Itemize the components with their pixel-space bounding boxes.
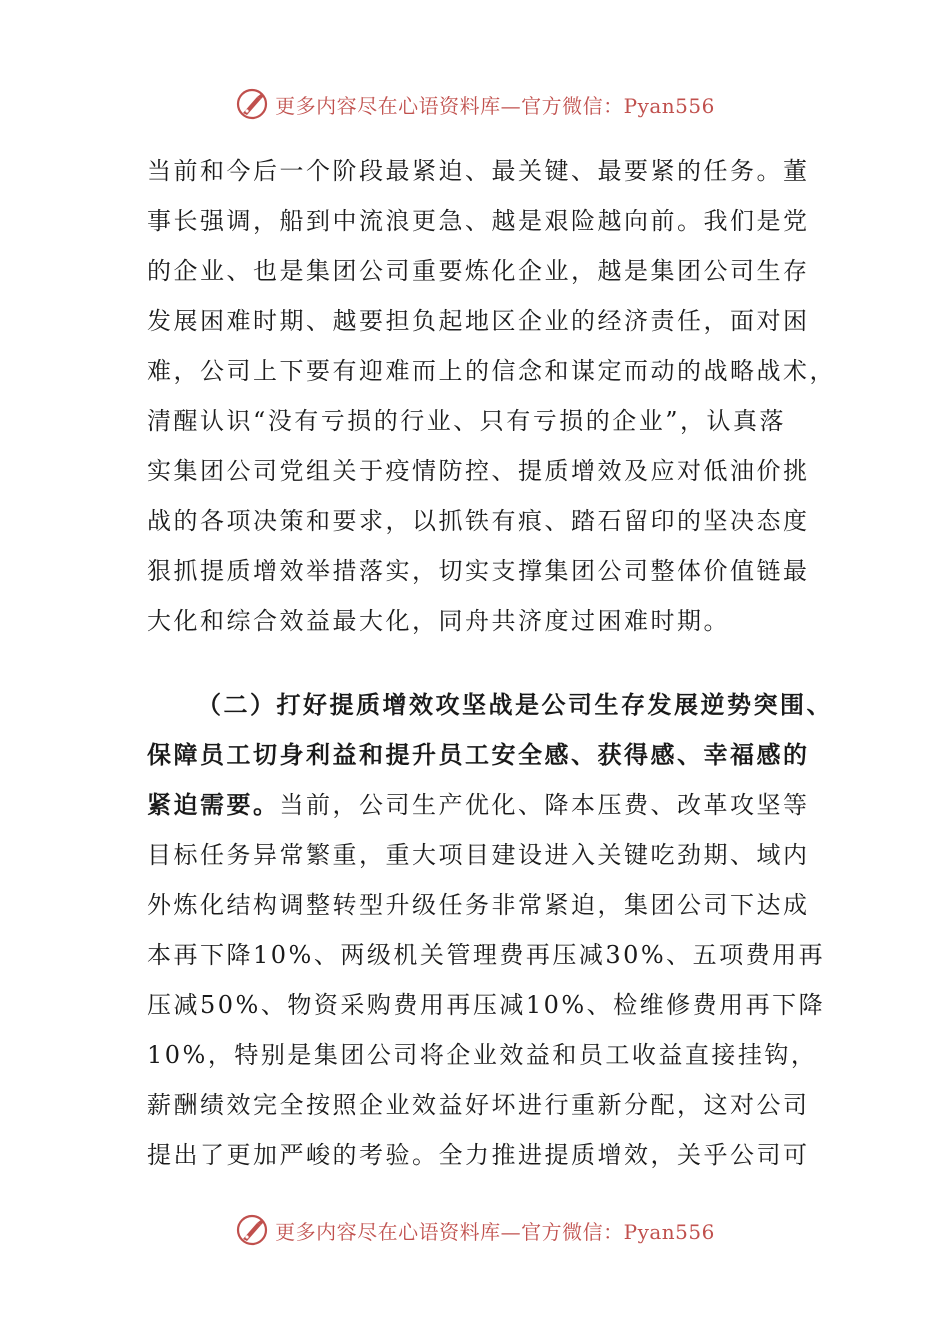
paragraph-2-line-rest: 当前，公司生产优化、降本压费、改革攻坚等	[279, 791, 810, 819]
paragraph-2-line	[147, 780, 810, 830]
paragraph-1-line: 大化和综合效益最大化，同舟共济度过困难时期。	[147, 607, 730, 635]
section-heading-line: （二）打好提质增效攻坚战是公司生存发展逆势突围、	[197, 690, 833, 719]
paragraph-2-line: 薪酬绩效完全按照企业效益好坏进行重新分配，这对公司	[147, 1091, 810, 1119]
paragraph-2-line: 本再下降10%、两级机关管理费再压减30%、五项费用再	[147, 941, 826, 969]
paragraph-1-line: 当前和今后一个阶段最紧迫、最关键、最要紧的任务。董	[147, 157, 810, 185]
paragraph-1-line: 的企业、也是集团公司重要炼化企业，越是集团公司生存	[147, 257, 810, 285]
paragraph-2-line: 目标任务异常繁重，重大项目建设进入关键吃劲期、域内	[147, 841, 810, 869]
pen-nib-logo-icon	[235, 87, 269, 121]
header-banner-text: 更多内容尽在心语资料库—官方微信：Pyan556	[275, 93, 715, 118]
paragraph-2-line: 提出了更加严峻的考验。全力推进提质增效，关乎公司可	[147, 1141, 810, 1169]
paragraph-1-line: 实集团公司党组关于疫情防控、提质增效及应对低油价挑	[147, 457, 810, 485]
paragraph-2-line: 10%，特别是集团公司将企业效益和员工收益直接挂钩，	[147, 1041, 818, 1069]
paragraph-1-line: 战的各项决策和要求，以抓铁有痕、踏石留印的坚决态度	[147, 507, 810, 535]
paragraph-1	[147, 146, 836, 646]
paragraph-1-line: 狠抓提质增效举措落实，切实支撑集团公司整体价值链最	[147, 557, 810, 585]
footer-banner-text: 更多内容尽在心语资料库—官方微信：Pyan556	[275, 1219, 715, 1244]
paragraph-1-line: 清醒认识“没有亏损的行业、只有亏损的企业”，认真落	[147, 407, 787, 435]
paragraph-1-line: 事长强调，船到中流浪更急、越是艰险越向前。我们是党	[147, 207, 810, 235]
header-banner	[0, 82, 950, 126]
section-heading-line: 保障员工切身利益和提升员工安全感、获得感、幸福感的	[147, 740, 810, 769]
paragraph-2-line: 压减50%、物资采购费用再压减10%、检维修费用再下降	[147, 991, 826, 1019]
section-heading-tail: 紧迫需要。	[147, 790, 280, 819]
pen-nib-logo-icon	[235, 1213, 269, 1247]
paragraph-1-line: 难，公司上下要有迎难而上的信念和谋定而动的战略战术，	[147, 357, 836, 385]
footer-banner	[0, 1208, 950, 1252]
paragraph-1-line: 发展困难时期、越要担负起地区企业的经济责任，面对困	[147, 307, 810, 335]
paragraph-2-line: 外炼化结构调整转型升级任务非常紧迫，集团公司下达成	[147, 891, 810, 919]
paragraph-2	[147, 680, 833, 1180]
